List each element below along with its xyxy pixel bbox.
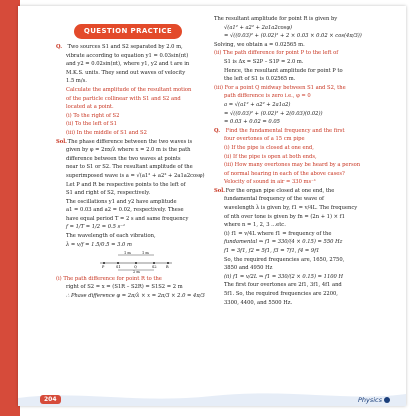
question-line: 1.5 m/s. [66,78,87,85]
footer-wave-fill [18,393,406,406]
question-tag: Q. [214,127,221,134]
sources-diagram [96,251,176,273]
equation-line: a = √(a1² + a2² + 2a1a2) [224,101,291,108]
solution-tag: Sol. [214,187,225,194]
solution-2-line: For the organ pipe closed at one end, the [225,187,335,194]
solution-line: given by φ = 2πx/λ where x = 2.0 m is the path [66,147,191,154]
point-r [167,262,169,264]
solution-2-line: where n = 1, 2, 3 ...etc. [224,222,286,229]
question-2-part: of normal hearing in each of the above cases? [224,170,345,177]
solution-line: The wavelength of each vibration, [66,233,156,240]
question-2-part: Velocity of sound in air = 330 ms⁻¹ [224,179,316,186]
right-column [214,16,380,308]
solution-2-line: 5f1. So, the required frequencies are 2200, [224,291,338,297]
question-line: Two sources S1 and S2 separated by 2.0 m, [67,44,183,50]
point-s1 [117,262,119,264]
label-s2: S2 [152,264,157,269]
task-line: Calculate the amplitude of the resultant motion [66,86,192,93]
solution-2-line: So, the required frequencies are, 1650, 2750, [224,256,345,263]
label-s1: S1 [116,264,121,269]
solution-2-line: of nth over tone is given by fn = (2n + 1) × f1 [224,213,345,220]
part-ii-line: Hence, the resultant amplitude for point P to [224,67,343,74]
equation-line: = √((0.03)² + (0.02)² + 2 × 0.03 × 0.02 × cos(4π/3)) [224,33,362,40]
label-1m-left: 1 m [124,250,131,255]
question-tag: Q. [56,44,63,50]
part-i-line: right of S2 = x = (S1R – S2R) = S1S2 = 2 m [66,284,183,291]
solution-2-line: The first four overtones are 2f1, 3f1, 4f1 and [224,282,342,289]
left-column [56,44,206,302]
right-line: The resultant amplitude for point R is given by [214,16,338,22]
solution-tag: Sol. [56,138,67,145]
question-2-part: (ii) If the pipe is open at both ends, [224,153,317,160]
solution-2-line: 3300, 4400, and 5500 Hz. [224,299,293,306]
part-line: (iii) In the middle of S1 and S2 [66,129,147,136]
task-line: located at a point. [66,104,114,111]
question-2-part: (i) If the pipe is closed at one end, [224,144,314,151]
equation-line: = 0.03 + 0.02 = 0.05 [224,119,280,126]
solution-line: near to S1 or S2. The resultant amplitude of the [66,164,193,171]
brand-label: Physics [357,396,382,404]
equation-line: fundamental ⇒ f1 = 330/(4 × 0.15) = 550 Hz [224,239,343,246]
footer-brand [358,396,390,404]
right-line: Solving, we obtain a = 0.02565 m. [214,41,305,48]
question-line: and y2 = 0.02sin(πt), where y1, y2 and t are in [66,61,190,68]
part-i-line: (i) The path difference for point R to the [56,275,162,282]
solution-2-line: fundamental frequency of the wave of [224,196,324,203]
question-2-part: (iii) How many overtones may be heard by a person [224,162,361,169]
equation-line: √(a1² + a2² + 2a1a2cosφ) [224,24,292,31]
footer-wave [18,388,406,406]
solution-line: Let P and R be respective points to the left of [66,181,186,188]
label-q: Q [134,264,137,269]
solution-block [56,139,206,146]
point-s2 [153,262,155,264]
point-p [103,262,105,264]
sources-diagram-svg [96,251,176,273]
task-line: of the particle collinear with S1 and S2 and [66,95,181,102]
question-line: M.K.S. units. They send out waves of velocity [66,69,186,76]
part-ii-line: the left of S1 is 0.02565 m. [224,76,296,83]
equation-line: λ = v/f = 1.5/0.5 = 3.0 m [66,241,132,248]
solution-2-block [214,188,380,195]
part-iii-line: (iii) For a point Q midway between S1 and S2, the [214,84,346,91]
equation-line: = √((0.03)² + (0.02)² + 2(0.03)(0.02)) [224,110,323,117]
solution-line: a1 = 0.03 and a2 = 0.02, respectively. These [66,207,184,214]
equation-line: ∴ Phase difference φ = 2π/λ × x = 2π/3 × 2.0 = 4π/3 [66,292,205,299]
part-line: (ii) To the left of S1 [66,121,117,128]
label-2m: 2 m [133,269,140,273]
equation-line: (ii) f1 = v/2L ⇒ f1 = 330/(2 × 0.15) = 1100 H [224,273,344,280]
equation-line: f1 = 3f1, f2 = 5f1, f3 = 7f1, f4 = 9f1 [224,248,320,255]
part-ii-line: (ii) The path difference for point P to the left of [214,50,339,57]
point-q [135,262,137,264]
solution-line: have equal period T = 2 s and same frequency [66,215,189,222]
label-p: P [102,264,105,269]
equation-line: f = 1/T = 1/2 = 0.5 s⁻¹ [66,224,126,231]
solution-2-line: 3850 and 4950 Hz [224,265,273,272]
question-line: vibrate according to equation y1 = 0.03sin(πt) [66,52,189,59]
page-number: 204 [40,395,61,404]
section-title: QUESTION PRACTICE [74,24,182,39]
solution-line: The phase difference between the two waves is [67,138,193,145]
label-r: R [166,264,169,269]
question-2-line: four overtones of a 15 cm pipe [224,136,305,143]
solution-2-line: (i) f1 = v/4L where f1 = frequency of the [224,230,332,237]
part-line: (i) To the right of S2 [66,112,120,119]
part-ii-line: S1 is Δx = S2P – S1P = 2.0 m. [224,58,304,65]
part-iii-line: path difference is zero i.e., φ = 0 [224,93,311,100]
question-block [56,44,206,51]
solution-line: The oscillations y1 and y2 have amplitude [66,198,177,205]
solution-line: S1 and right of S2, respectively. [66,190,151,197]
question-2-block [214,128,380,135]
solution-2-line: wavelength λ is given by, f1 = v/4L. The frequency [224,205,358,212]
brand-logo-icon [384,397,390,403]
left-color-band [0,0,20,416]
question-2-line: Find the fundamental frequency and the first [225,127,345,134]
label-1m-right: 1 m [142,250,149,255]
solution-line: superimposed wave is a = √(a1² + a2² + 2a1a2cosφ) [66,172,205,179]
solution-line: difference between the two waves at points [66,155,181,162]
